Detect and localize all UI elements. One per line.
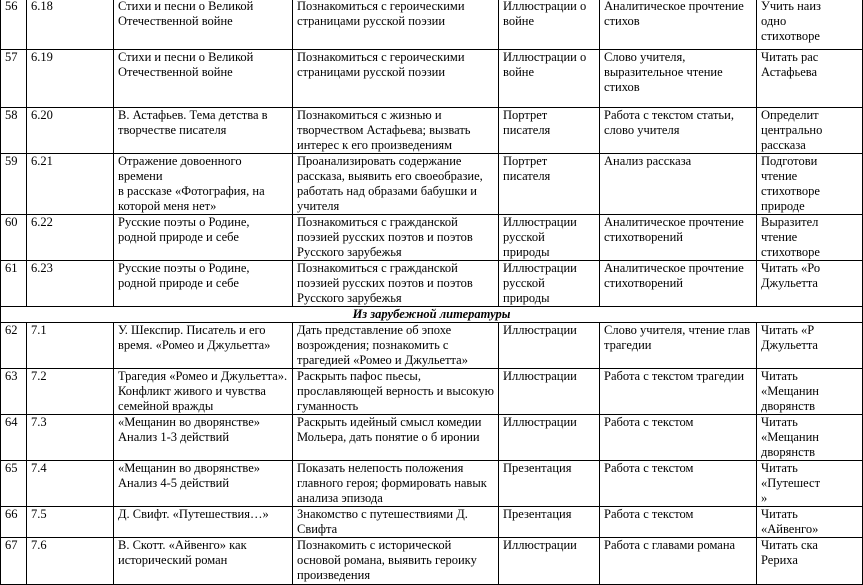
lesson-code-cell: 7.4 — [27, 461, 114, 507]
homework-cell: Читать «Айвенго» — [757, 507, 863, 538]
method-cell: Работа с текстом трагедии — [600, 369, 757, 415]
lesson-goal-cell: Проанализировать содержание рассказа, выявить его своеобразие, работать над образами бабушки и учителя — [293, 154, 499, 215]
lesson-goal-cell: Знакомство с путешествиями Д. Свифта — [293, 507, 499, 538]
lesson-topic-cell: Стихи и песни о Великой Отечественной войне — [114, 50, 293, 108]
lesson-code-cell: 6.18 — [27, 0, 114, 50]
table-row — [1, 50, 863, 108]
table-row — [1, 154, 863, 215]
method-cell: Аналитическое прочтение стихов — [600, 0, 757, 50]
lesson-topic-cell: «Мещанин во дворянстве» Анализ 1-3 действий — [114, 415, 293, 461]
lesson-code-cell: 6.22 — [27, 215, 114, 261]
visual-aids-cell: Иллюстрации — [499, 415, 600, 461]
visual-aids-cell: Презентация — [499, 507, 600, 538]
table-body-after — [1, 323, 863, 585]
method-cell: Анализ рассказа — [600, 154, 757, 215]
lesson-number-cell: 63 — [1, 369, 27, 415]
lesson-number-cell: 59 — [1, 154, 27, 215]
lesson-topic-cell: У. Шекспир. Писатель и его время. «Ромео и Джульетта» — [114, 323, 293, 369]
homework-cell: Читать ска Рериха — [757, 538, 863, 585]
lesson-goal-cell: Раскрыть пафос пьесы, прославляющей верность и высокую гуманность — [293, 369, 499, 415]
lesson-topic-cell: Д. Свифт. «Путешествия…» — [114, 507, 293, 538]
lesson-topic-cell: Отражение довоенного времени в рассказе «Фотография, на которой меня нет» — [114, 154, 293, 215]
lesson-goal-cell: Раскрыть идейный смысл комедии Мольера, дать понятие о б иронии — [293, 415, 499, 461]
lesson-goal-cell: Дать представление об эпохе возрождения; познакомить с трагедией «Ромео и Джульетта» — [293, 323, 499, 369]
lesson-goal-cell: Познакомиться с гражданской поэзией русских поэтов и поэтов Русского зарубежья — [293, 215, 499, 261]
method-cell: Слово учителя, выразительное чтение стихов — [600, 50, 757, 108]
lesson-goal-cell: Познакомить с исторической основой романа, выявить героику произведения — [293, 538, 499, 585]
lesson-number-cell: 65 — [1, 461, 27, 507]
lesson-topic-cell: Русские поэты о Родине, родной природе и себе — [114, 215, 293, 261]
visual-aids-cell: Иллюстрации — [499, 538, 600, 585]
homework-cell: Читать «Мещанин дворянств — [757, 415, 863, 461]
lesson-code-cell: 7.1 — [27, 323, 114, 369]
method-cell: Работа с главами романа — [600, 538, 757, 585]
method-cell: Работа с текстом — [600, 415, 757, 461]
table-row — [1, 0, 863, 50]
homework-cell: Читать «Р Джульетта — [757, 323, 863, 369]
lesson-code-cell: 6.21 — [27, 154, 114, 215]
lesson-topic-cell: «Мещанин во дворянстве» Анализ 4-5 действий — [114, 461, 293, 507]
lesson-number-cell: 60 — [1, 215, 27, 261]
visual-aids-cell: Презентация — [499, 461, 600, 507]
lesson-code-cell: 6.19 — [27, 50, 114, 108]
lesson-goal-cell: Познакомиться с героическими страницами русской поэзии — [293, 50, 499, 108]
lesson-topic-cell: В. Скотт. «Айвенго» как исторический роман — [114, 538, 293, 585]
visual-aids-cell: Иллюстрации русской природы — [499, 261, 600, 307]
lesson-topic-cell: Русские поэты о Родине, родной природе и себе — [114, 261, 293, 307]
table-row — [1, 538, 863, 585]
method-cell: Работа с текстом — [600, 507, 757, 538]
lesson-code-cell: 7.3 — [27, 415, 114, 461]
visual-aids-cell: Иллюстрации о войне — [499, 0, 600, 50]
table-row — [1, 215, 863, 261]
lesson-code-cell: 7.5 — [27, 507, 114, 538]
lesson-goal-cell: Познакомиться с гражданской поэзией русских поэтов и поэтов Русского зарубежья — [293, 261, 499, 307]
lesson-topic-cell: В. Астафьев. Тема детства в творчестве писателя — [114, 108, 293, 154]
homework-cell: Читать «Мещанин дворянств — [757, 369, 863, 415]
homework-cell: Подготови чтение стихотворе природе — [757, 154, 863, 215]
homework-cell: Читать «Путешест » — [757, 461, 863, 507]
lesson-code-cell: 6.20 — [27, 108, 114, 154]
section-header-row — [1, 307, 863, 323]
lesson-goal-cell: Познакомиться с героическими страницами русской поэзии — [293, 0, 499, 50]
lesson-number-cell: 58 — [1, 108, 27, 154]
method-cell: Аналитическое прочтение стихотворений — [600, 261, 757, 307]
lesson-number-cell: 67 — [1, 538, 27, 585]
table-row — [1, 108, 863, 154]
lesson-number-cell: 64 — [1, 415, 27, 461]
lesson-number-cell: 61 — [1, 261, 27, 307]
table-section — [1, 307, 863, 323]
visual-aids-cell: Иллюстрации о войне — [499, 50, 600, 108]
lesson-number-cell: 62 — [1, 323, 27, 369]
lesson-number-cell: 56 — [1, 0, 27, 50]
lesson-topic-cell: Трагедия «Ромео и Джульетта». Конфликт живого и чувства семейной вражды — [114, 369, 293, 415]
homework-cell: Читать рас Астафьева — [757, 50, 863, 108]
table-row — [1, 261, 863, 307]
visual-aids-cell: Иллюстрации русской природы — [499, 215, 600, 261]
homework-cell: Определит центрально рассказа — [757, 108, 863, 154]
visual-aids-cell: Портрет писателя — [499, 154, 600, 215]
table-row — [1, 461, 863, 507]
lesson-goal-cell: Показать нелепость положения главного героя; формировать навык анализа эпизода — [293, 461, 499, 507]
lesson-code-cell: 7.2 — [27, 369, 114, 415]
homework-cell: Выразител чтение стихотворе — [757, 215, 863, 261]
table-row — [1, 369, 863, 415]
homework-cell: Учить наиз одно стихотворе — [757, 0, 863, 50]
method-cell: Слово учителя, чтение глав трагедии — [600, 323, 757, 369]
lesson-code-cell: 7.6 — [27, 538, 114, 585]
method-cell: Работа с текстом — [600, 461, 757, 507]
visual-aids-cell: Портрет писателя — [499, 108, 600, 154]
lesson-number-cell: 57 — [1, 50, 27, 108]
lesson-goal-cell: Познакомиться с жизнью и творчеством Астафьева; вызвать интерес к его произведениям — [293, 108, 499, 154]
lesson-code-cell: 6.23 — [27, 261, 114, 307]
table-row — [1, 507, 863, 538]
table-body-before — [1, 0, 863, 307]
table-row — [1, 323, 863, 369]
lesson-topic-cell: Стихи и песни о Великой Отечественной войне — [114, 0, 293, 50]
visual-aids-cell: Иллюстрации — [499, 369, 600, 415]
method-cell: Аналитическое прочтение стихотворений — [600, 215, 757, 261]
homework-cell: Читать «Ро Джульетта — [757, 261, 863, 307]
method-cell: Работа с текстом статьи, слово учителя — [600, 108, 757, 154]
table-row — [1, 415, 863, 461]
section-title: Из зарубежной литературы — [1, 307, 863, 323]
lesson-number-cell: 66 — [1, 507, 27, 538]
visual-aids-cell: Иллюстрации — [499, 323, 600, 369]
